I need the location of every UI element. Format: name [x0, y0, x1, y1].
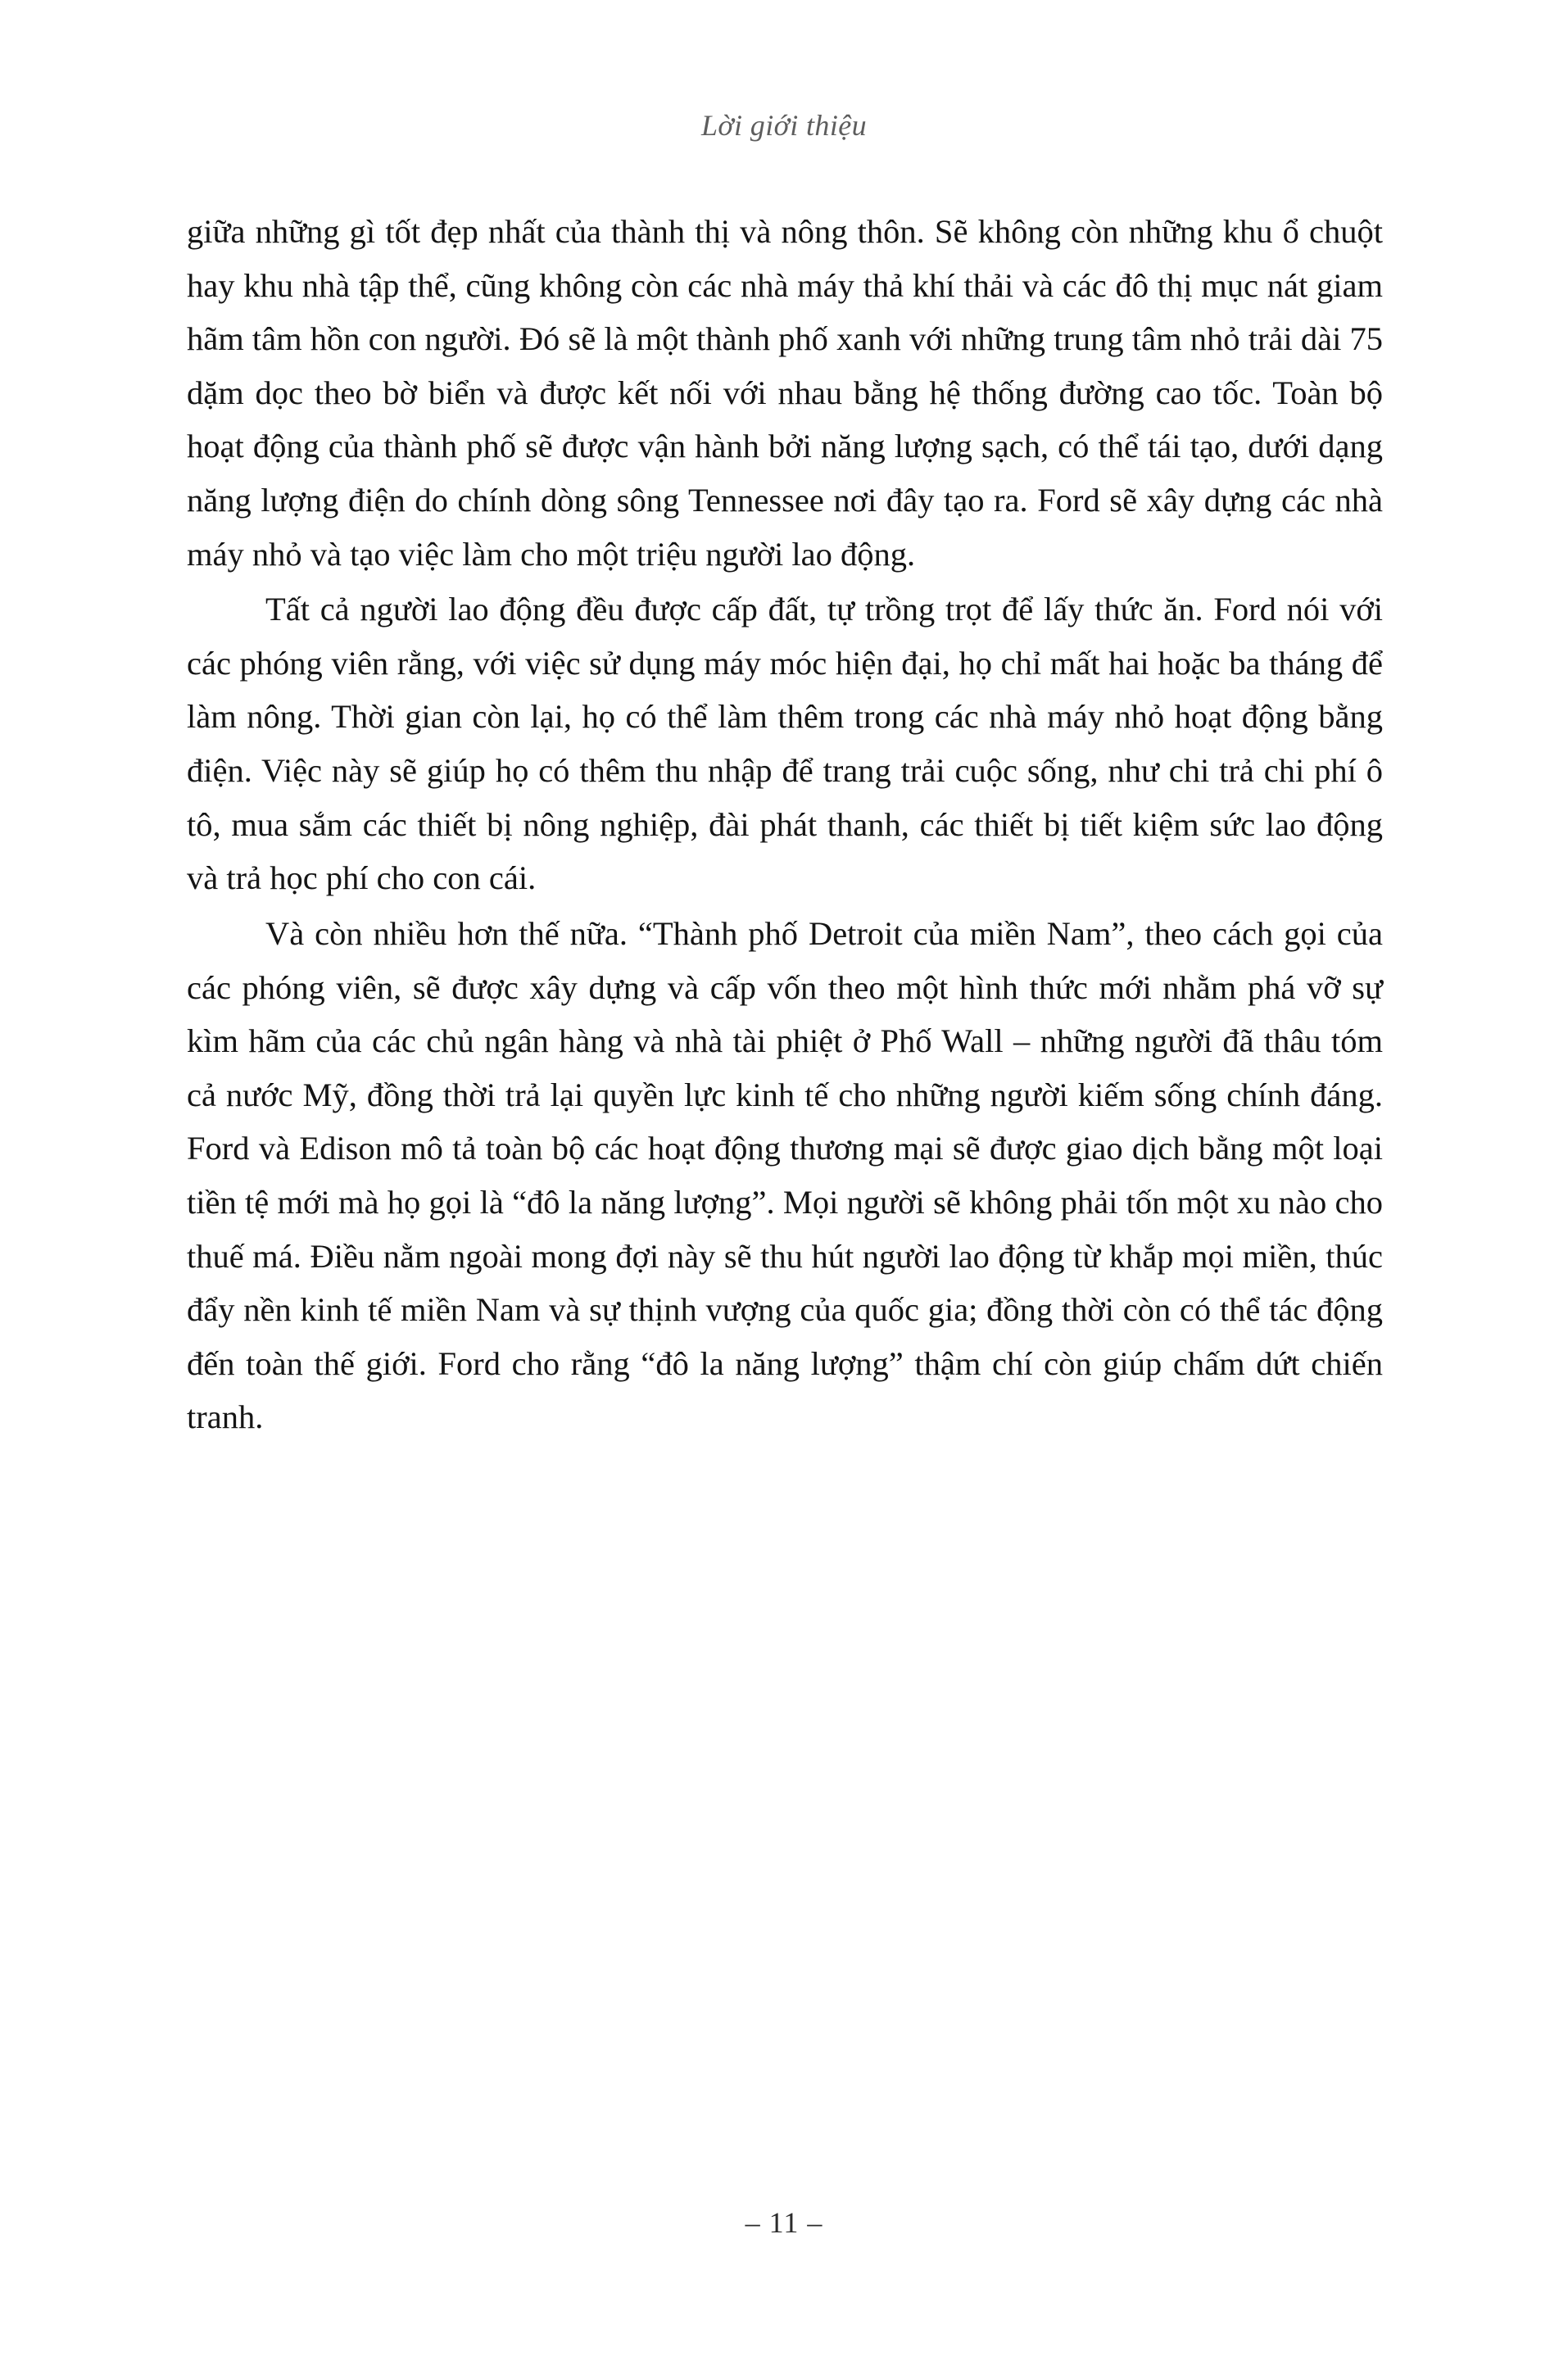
page-number: – 11 –: [745, 2206, 823, 2239]
paragraph: Tất cả người lao động đều được cấp đất, tự trồng trọt để lấy thức ăn. Ford nói với các phóng viên rằng, với việc sử dụng máy móc hiện đại, họ chỉ mất hai hoặc ba tháng để làm nông. Thời gian còn lại, họ có thể làm thêm trong các nhà máy nhỏ hoạt động bằng điện. Việc này sẽ giúp họ có thêm thu nhập để trang trải cuộc sống, như chi trả chi phí ô tô, mua sắm các thiết bị nông nghiệp, đài phát thanh, các thiết bị tiết kiệm sức lao động và trả học phí cho con cái.: [187, 591, 1383, 897]
paragraph: giữa những gì tốt đẹp nhất của thành thị và nông thôn. Sẽ không còn những khu ổ chuột hay khu nhà tập thể, cũng không còn các nhà máy thả khí thải và các đô thị mục nát giam hãm tâm hồn con người. Đó sẽ là một thành phố xanh với những trung tâm nhỏ trải dài 75 dặm dọc theo bờ biển và được kết nối với nhau bằng hệ thống đường cao tốc. Toàn bộ hoạt động của thành phố sẽ được vận hành bởi năng lượng sạch, có thể tái tạo, dưới dạng năng lượng điện do chính dòng sông Tennessee nơi đây tạo ra. Ford sẽ xây dựng các nhà máy nhỏ và tạo việc làm cho một triệu người lao động.: [187, 213, 1383, 573]
running-head: Lời giới thiệu: [700, 109, 868, 142]
body-text-column: [187, 205, 1383, 1444]
paragraph: Và còn nhiều hơn thế nữa. “Thành phố Detroit của miền Nam”, theo cách gọi của các phóng viên, sẽ được xây dựng và cấp vốn theo một hình thức mới nhằm phá vỡ sự kìm hãm của các chủ ngân hàng và nhà tài phiệt ở Phố Wall – những người đã thâu tóm cả nước Mỹ, đồng thời trả lại quyền lực kinh tế cho những người kiếm sống chính đáng. Ford và Edison mô tả toàn bộ các hoạt động thương mại sẽ được giao dịch bằng một loại tiền tệ mới mà họ gọi là “đô la năng lượng”. Mọi người sẽ không phải tốn một xu nào cho thuế má. Điều nằm ngoài mong đợi này sẽ thu hút người lao động từ khắp mọi miền, thúc đẩy nền kinh tế miền Nam và sự thịnh vượng của quốc gia; đồng thời còn có thể tác động đến toàn thế giới. Ford cho rằng “đô la năng lượng” thậm chí còn giúp chấm dứt chiến tranh.: [187, 914, 1383, 1436]
